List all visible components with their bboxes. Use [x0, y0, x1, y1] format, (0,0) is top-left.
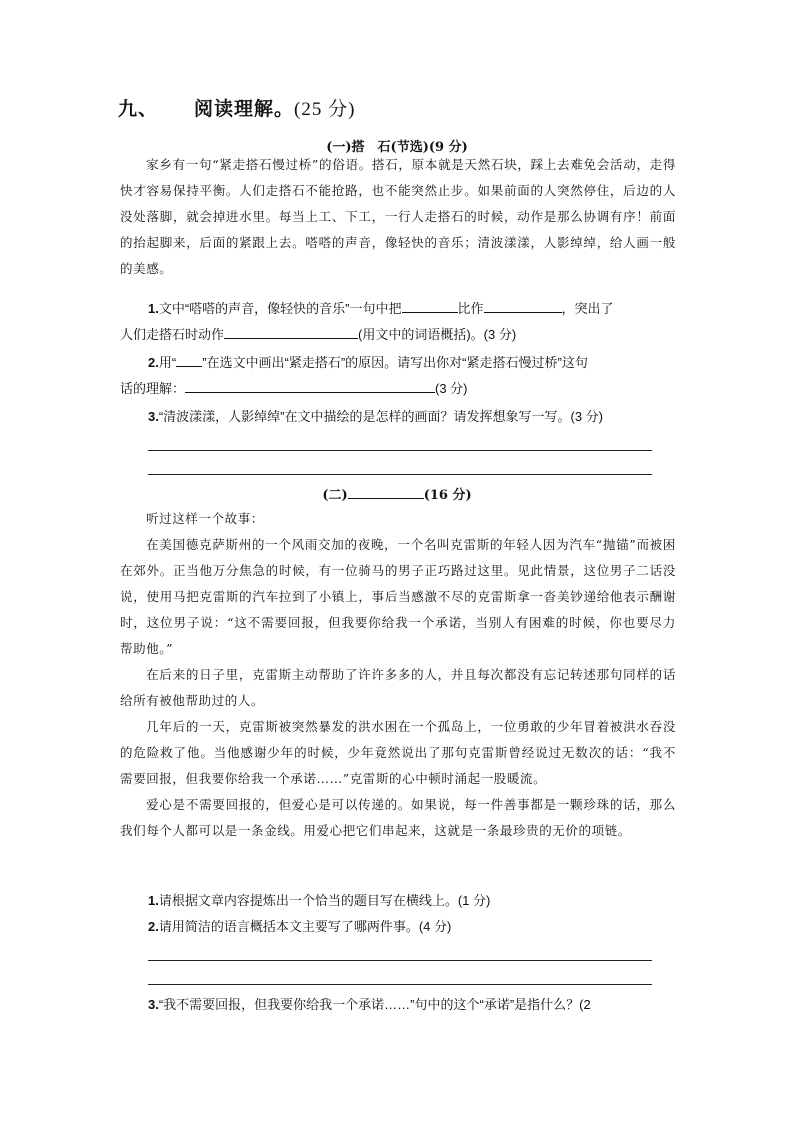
question-text: 文中“嗒嗒的声音，像轻快的音乐”一句中把 — [158, 301, 402, 316]
answer-blank[interactable] — [484, 298, 562, 313]
part2-question-2 — [120, 914, 680, 940]
passage-paragraph: 家乡有一句“紧走搭石慢过桥”的俗语。搭石，原本就是天然石块，踩上去难免会活动，走得快才容易保持平衡。人们走搭石不能抢路，也不能突然止步。如果前面的人突然停住，后边的人没处落脚，就会掉进水里。每当上工、下工，一行人走搭石的时候，动作是那么协调有序！前面的抬起脚来，后面的紧跟上去。嗒嗒的声音，像轻快的音乐；清波漾漾，人影绰绰，给人画一般的美感。 — [120, 157, 676, 276]
part2-title-prefix: (二) — [322, 488, 348, 503]
section-heading — [118, 94, 355, 121]
question-number: 3. — [148, 997, 159, 1012]
answer-blank[interactable] — [402, 298, 458, 313]
question-text: “清波漾漾，人影绰绰”在文中描绘的是怎样的画面？请发挥想象写一写。(3 分) — [158, 409, 604, 424]
question-number: 1. — [148, 301, 159, 316]
section-title: 阅读理解。 — [194, 98, 295, 120]
answer-line[interactable] — [148, 960, 652, 961]
part1-passage — [120, 152, 676, 282]
question-text: 人们走搭石时动作 — [120, 327, 225, 342]
question-number: 2. — [148, 919, 159, 934]
part2-title-suffix: (16 分) — [423, 488, 472, 503]
question-text: 用“ — [158, 355, 177, 370]
passage-paragraph: 在美国德克萨斯州的一个风雨交加的夜晚，一个名叫克雷斯的年轻人因为汽车“抛锚”而被困在郊外。正当他万分焦急的时候，有一位骑马的男子正巧路过这里。见此情景，这位男子二话没说，使用马把克雷斯的汽车拉到了小镇上，事后当感激不尽的克雷斯拿一沓美钞递给他表示酬谢时，这位男子说：“这不需要回报，但我要你给我一个承诺，当别人有困难的时候，你也要尽力帮助他。” — [120, 537, 676, 656]
answer-blank[interactable] — [185, 378, 435, 393]
part1-question-2 — [120, 350, 680, 402]
part2-passage — [120, 506, 676, 844]
question-text: ”在选文中画出“紧走搭石”的原因。请写出你对“紧走搭石慢过桥”这句 — [202, 355, 588, 370]
part1-question-3 — [120, 404, 680, 430]
part1-title: (一)搭 石(节选)(9 分) — [326, 140, 468, 155]
question-text: (用文中的词语概括)。(3 分) — [358, 327, 517, 342]
question-text: (3 分) — [435, 381, 468, 396]
title-blank[interactable] — [348, 486, 424, 499]
question-text: “我不需要回报，但我要你给我一个承诺……”句中的这个“承诺”是指什么？(2 — [158, 997, 591, 1012]
answer-blank[interactable] — [224, 324, 358, 339]
question-number: 3. — [148, 409, 159, 424]
question-text: 话的理解： — [120, 381, 186, 396]
part2-question-1 — [120, 888, 680, 914]
question-text: 请用简洁的语言概括本文主要写了哪两件事。(4 分) — [158, 919, 452, 934]
question-number: 2. — [148, 355, 159, 370]
section-number: 九、 — [118, 98, 159, 120]
passage-paragraph: 爱心是不需要回报的，但爱心是可以传递的。如果说，每一件善事都是一颗珍珠的话，那么我们每个人都可以是一条金线。用爱心把它们串起来，这就是一条最珍贵的无价的项链。 — [120, 797, 676, 838]
question-number: 1. — [148, 893, 159, 908]
passage-paragraph: 几年后的一天，克雷斯被突然暴发的洪水困在一个孤岛上，一位勇敢的少年冒着被洪水吞没的危险救了他。当他感谢少年的时候，少年竟然说出了那句克雷斯曾经说过无数次的话：“我不需要回报，但我要你给我一个承诺……”克雷斯的心中顿时涌起一股暖流。 — [120, 719, 676, 786]
underline-sample — [176, 352, 202, 367]
part1-question-1 — [120, 296, 680, 348]
passage-paragraph: 听过这样一个故事： — [146, 511, 264, 526]
part2-question-3 — [120, 992, 690, 1018]
question-text: ，突出了 — [561, 301, 614, 316]
section-score: (25 分) — [294, 99, 356, 120]
part2-title — [0, 484, 794, 503]
answer-line[interactable] — [148, 984, 652, 985]
answer-line[interactable] — [148, 450, 652, 451]
question-text: 比作 — [457, 301, 484, 316]
question-text: 请根据文章内容提炼出一个恰当的题目写在横线上。(1 分) — [158, 893, 491, 908]
answer-line[interactable] — [148, 474, 652, 475]
passage-paragraph: 在后来的日子里，克雷斯主动帮助了许许多多的人，并且每次都没有忘记转述那句同样的话给所有被他帮助过的人。 — [120, 667, 676, 708]
